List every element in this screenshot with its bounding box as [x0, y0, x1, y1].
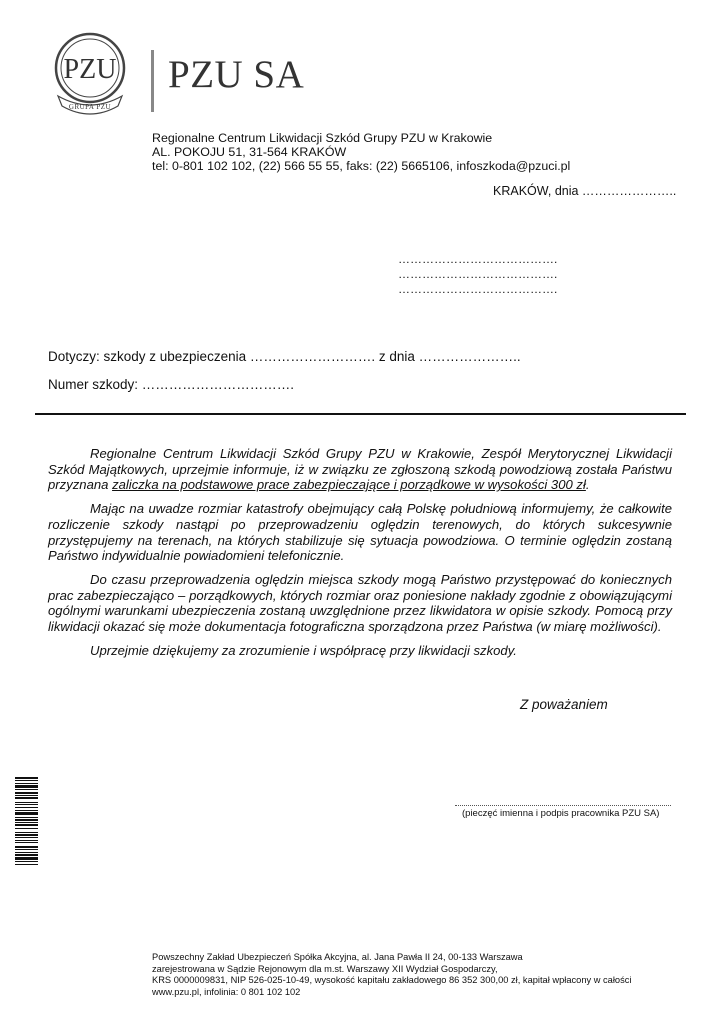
company-footer	[152, 952, 631, 998]
barcode-bar	[15, 802, 38, 803]
claim-number-line: Numer szkody: …………………………….	[48, 377, 295, 392]
advance-payment-highlight: zaliczka na podstawowe prace zabezpieczające i porządkowe w wysokości 300 zł	[112, 477, 586, 493]
address-line: tel: 0-801 102 102, (22) 566 55 55, faks: (22) 5665106, infoszkoda@pzuci.pl	[152, 159, 571, 173]
barcode-bar	[15, 857, 38, 860]
footer-line: zarejestrowana w Sądzie Rejonowym dla m.st. Warszawy XII Wydział Gospodarczy,	[152, 963, 498, 974]
barcode-bar	[15, 807, 38, 808]
barcode-bar	[15, 810, 38, 811]
footer-line: Powszechny Zakład Ubezpieczeń Spółka Akcyjna, al. Jana Pawła II 24, 00-133 Warszawa	[152, 952, 523, 962]
paragraph-3: Do czasu przeprowadzenia oględzin miejsca szkody mogą Państwo przystępować do koniecznych prac zabezpieczająco – porządkowych, których rozmiar oraz poniesione nakłady zgodnie z obowiązującymi ogólnymi warunkami ubezpieczenia zostaną uwzględnione przez likwidatora w opisie szkody. Pomocą przy likwidacji okazać się może dokumentacja fotograficzna sporządzona przez Państwa (w miarę możliwości).	[48, 571, 672, 635]
barcode-bar	[15, 852, 38, 853]
barcode-bar	[15, 846, 38, 848]
sender-address	[152, 131, 570, 173]
paragraph-1	[48, 446, 672, 493]
barcode-bar	[15, 824, 38, 826]
pzu-logo-emblem	[52, 32, 132, 116]
barcode-bar	[15, 812, 38, 815]
separator-rule	[35, 413, 686, 415]
logo-ribbon-text: GRUPA PZU	[68, 103, 112, 111]
paragraph-4: Uprzejmie dziękujemy za zrozumienie i współpracę przy likwidacji szkody.	[90, 642, 517, 658]
barcode-bar	[15, 785, 38, 788]
barcode-bar	[15, 804, 38, 805]
barcode-bar	[15, 834, 38, 836]
barcode-bar	[15, 861, 38, 862]
footer-line: www.pzu.pl, infolinia: 0 801 102 102	[152, 986, 301, 997]
logo-text: PZU	[63, 54, 117, 85]
barcode-bar	[15, 795, 38, 796]
barcode-bar	[15, 819, 38, 821]
place-date: KRAKÓW, dnia …………………..	[493, 184, 677, 198]
barcode-bar	[15, 777, 38, 779]
barcode	[15, 777, 38, 925]
barcode-bar	[15, 840, 38, 841]
barcode-bar	[15, 817, 38, 818]
barcode-bar	[15, 837, 38, 838]
brand-name: PZU SA	[168, 53, 305, 96]
barcode-bar	[15, 783, 38, 784]
subject-line: Dotyczy: szkody z ubezpieczenia ………………………. z dnia …………………..	[48, 349, 521, 364]
barcode-bar	[15, 864, 38, 865]
barcode-bar	[15, 854, 38, 856]
footer-line: KRS 0000009831, NIP 526-025-10-49, wysokość kapitału zakładowego 86 352 300,00 zł, kapitał wpłacony w całości	[152, 975, 632, 986]
signature-line	[455, 805, 671, 806]
barcode-bar	[15, 789, 38, 790]
address-line: AL. POKOJU 51, 31-564 KRAKÓW	[152, 145, 347, 159]
signature-caption: (pieczęć imienna i podpis pracownika PZU SA)	[462, 808, 660, 819]
recipient-line: ………………………………….	[398, 282, 558, 296]
recipient-block	[398, 252, 557, 297]
recipient-line: ………………………………….	[398, 267, 558, 281]
pzu-logo	[52, 32, 132, 116]
barcode-bar	[15, 792, 38, 794]
barcode-bar	[15, 822, 38, 823]
closing-salutation: Z poważaniem	[520, 697, 608, 712]
barcode-bar	[15, 832, 38, 833]
paragraph-2: Mając na uwadze rozmiar katastrofy obejmujący całą Polskę południową informujemy, że całkowite rozliczenie szkody nastąpi po przeprowadzeniu oględzin terenowych, do których sukcesywnie przystępujemy na terenach, na których stabilizuje się sytuacja powodziowa. O terminie oględzin zostaną Państwo indywidualnie powiadomieni telefonicznie.	[48, 501, 672, 564]
paragraph-1-end: .	[585, 477, 590, 493]
paragraph-1-text: Regionalne Centrum Likwidacji Szkód Grupy PZU w Krakowie, Zespół Merytorycznej Likwidacji Szkód Majątkowych, uprzejmie informuje, iż w związku ze zgłoszoną szkodą powodziową została Państwu przyznana	[48, 446, 672, 493]
logo-divider	[151, 50, 154, 112]
barcode-bar	[15, 842, 38, 843]
barcode-bar	[15, 780, 38, 781]
barcode-bar	[15, 828, 38, 829]
barcode-bar	[15, 797, 38, 799]
address-line: Regionalne Centrum Likwidacji Szkód Grupy PZU w Krakowie	[152, 131, 493, 145]
letter-body	[48, 446, 672, 666]
barcode-bar	[15, 849, 38, 850]
recipient-line: ………………………………….	[398, 252, 558, 266]
